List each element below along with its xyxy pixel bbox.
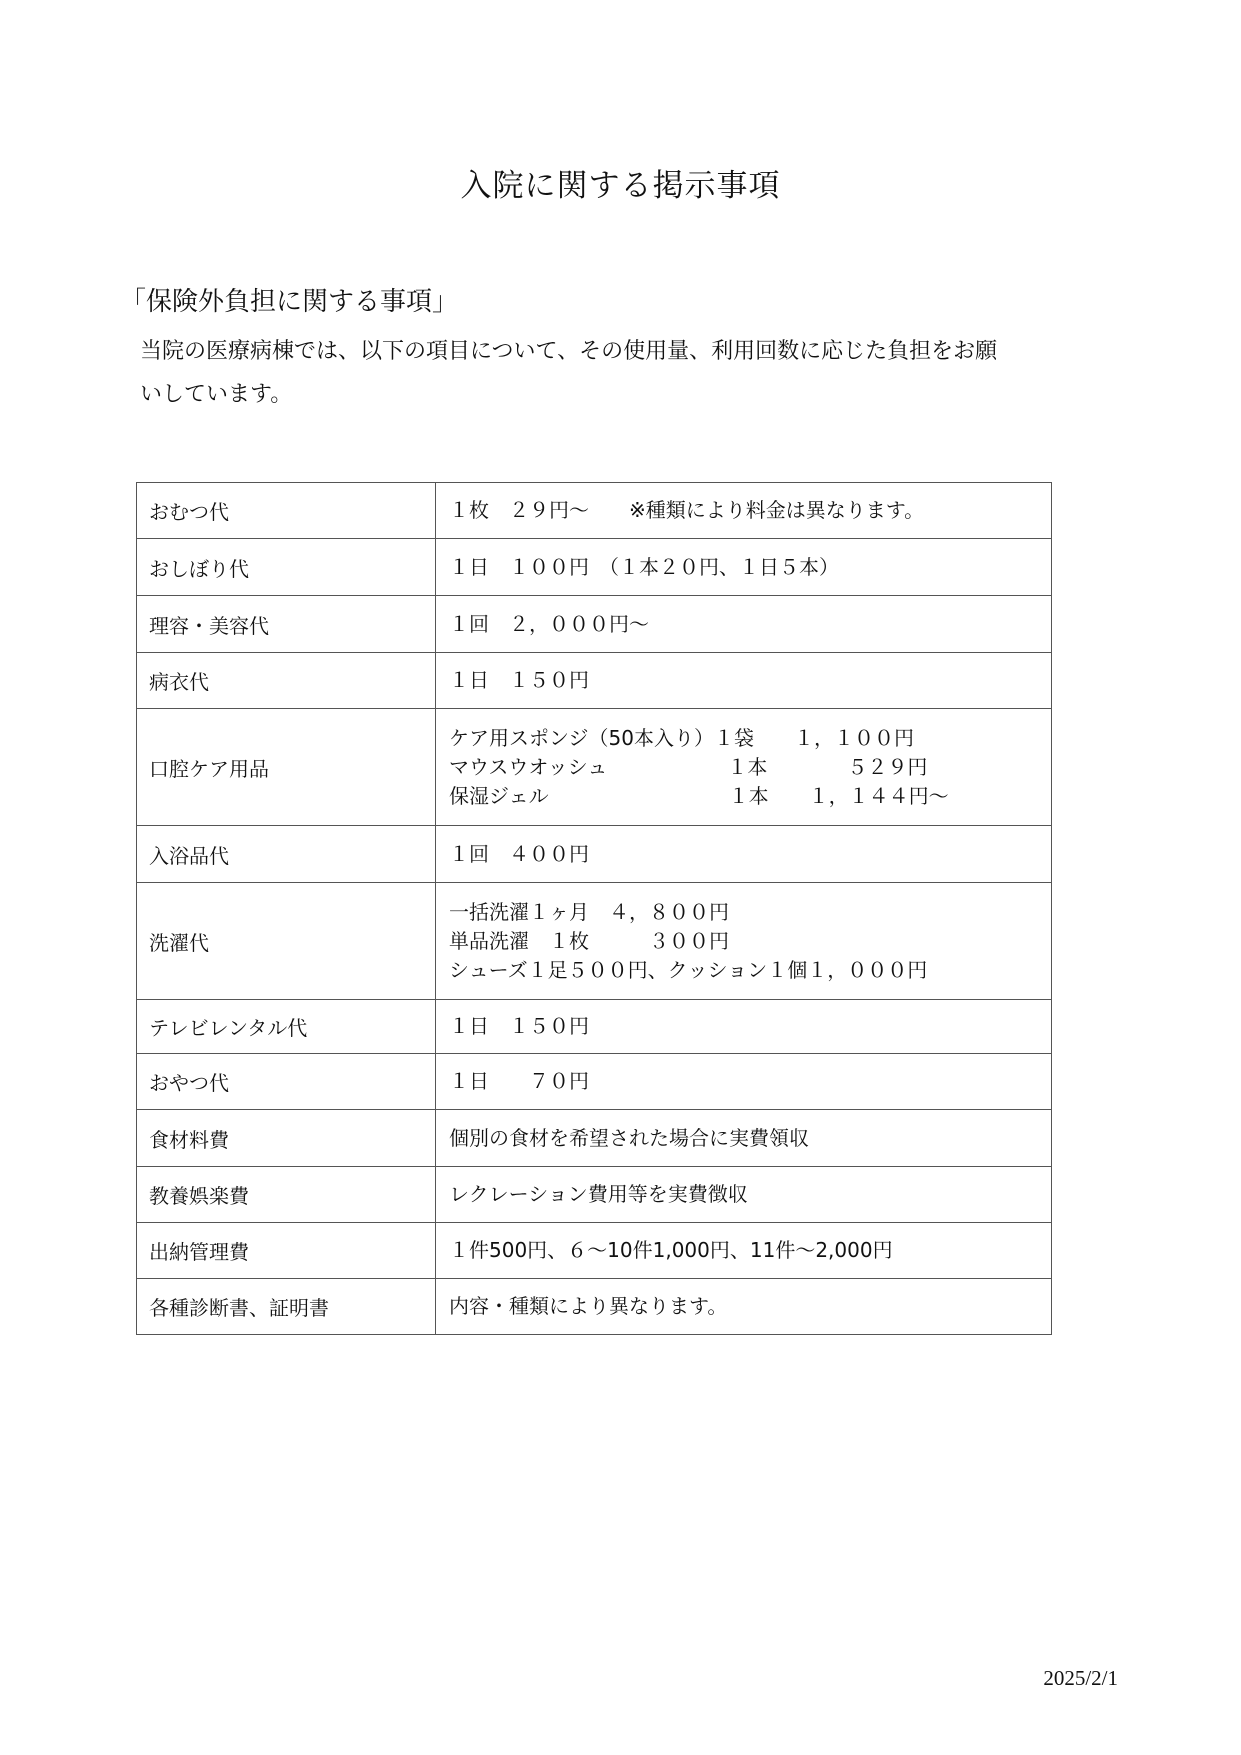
table-row — [137, 1167, 1052, 1223]
page-title: 入院に関する掲示事項 — [460, 168, 781, 204]
fee-item-name: 教養娯楽費 — [137, 1167, 436, 1223]
fee-detail — [436, 826, 1052, 883]
fee-detail-line: １件500円、６～10件1,000円、11件～2,000円 — [449, 1238, 893, 1262]
fee-detail-line: ケア用スポンジ（50本入り）１袋 １，１００円 — [449, 725, 914, 750]
section-heading: 「保険外負担に関する事項」 — [120, 287, 459, 317]
fee-detail-line: 一括洗濯１ヶ月 ４，８００円 — [449, 899, 729, 924]
fee-detail-line: マウスウオッシュ １本 ５２９円 — [449, 754, 928, 779]
table-row — [137, 826, 1052, 883]
fee-detail — [436, 1279, 1052, 1335]
fee-detail — [436, 1000, 1052, 1054]
fee-table — [136, 482, 1052, 1335]
fee-detail-line: １回 ２，０００円～ — [449, 611, 649, 636]
fee-detail-line: １日 １００円 （１本２０円、１日５本） — [449, 554, 839, 579]
fee-detail — [436, 483, 1052, 539]
fee-detail-line: １回 ４００円 — [449, 841, 589, 866]
table-row — [137, 483, 1052, 539]
fee-detail-line: １日 １５０円 — [449, 1014, 589, 1038]
fee-item-name: 出納管理費 — [137, 1223, 436, 1279]
fee-detail-line: １枚 ２９円～ ※種類により料金は異なります。 — [449, 498, 925, 522]
fee-item-name: 各種診断書、証明書 — [137, 1279, 436, 1335]
table-row — [137, 1223, 1052, 1279]
table-row — [137, 1110, 1052, 1167]
fee-item-name: 食材料費 — [137, 1110, 436, 1167]
fee-detail — [436, 539, 1052, 596]
fee-detail-line: レクレーション費用等を実費徴収 — [449, 1182, 748, 1206]
intro-paragraph — [140, 330, 1130, 416]
fee-detail-line: 個別の食材を希望された場合に実費領収 — [449, 1125, 809, 1150]
table-row — [137, 596, 1052, 653]
fee-item-name: 病衣代 — [137, 653, 436, 709]
fee-detail — [436, 1054, 1052, 1110]
fee-detail — [436, 1110, 1052, 1167]
fee-detail — [436, 1167, 1052, 1223]
fee-item-name: おしぼり代 — [137, 539, 436, 596]
intro-line: 当院の医療病棟では、以下の項目について、その使用量、利用回数に応じた負担をお願 — [140, 339, 998, 364]
fee-detail — [436, 883, 1052, 1000]
fee-detail-line: １日 １５０円 — [449, 668, 589, 692]
fee-detail-line: １日 ７０円 — [449, 1069, 589, 1093]
fee-detail-line: シューズ１足５００円、クッション１個１，０００円 — [449, 957, 928, 982]
fee-item-name: 口腔ケア用品 — [137, 709, 436, 826]
fee-item-name: 洗濯代 — [137, 883, 436, 1000]
table-row — [137, 709, 1052, 826]
fee-detail — [436, 596, 1052, 653]
fee-item-name: テレビレンタル代 — [137, 1000, 436, 1054]
fee-item-name: おやつ代 — [137, 1054, 436, 1110]
fee-detail-line: 内容・種類により異なります。 — [449, 1294, 728, 1318]
footer-date: 2025/2/1 — [1043, 1666, 1118, 1690]
fee-detail — [436, 709, 1052, 826]
table-row — [137, 883, 1052, 1000]
fee-detail-line: 単品洗濯 １枚 ３００円 — [449, 928, 729, 953]
fee-detail — [436, 1223, 1052, 1279]
table-row — [137, 1054, 1052, 1110]
fee-item-name: 理容・美容代 — [137, 596, 436, 653]
fee-item-name: おむつ代 — [137, 483, 436, 539]
table-row — [137, 1000, 1052, 1054]
table-row — [137, 1279, 1052, 1335]
intro-line: いしています。 — [140, 382, 293, 407]
table-row — [137, 653, 1052, 709]
fee-detail — [436, 653, 1052, 709]
fee-detail-line: 保湿ジェル １本 １，１４４円～ — [449, 783, 949, 808]
table-row — [137, 539, 1052, 596]
fee-item-name: 入浴品代 — [137, 826, 436, 883]
